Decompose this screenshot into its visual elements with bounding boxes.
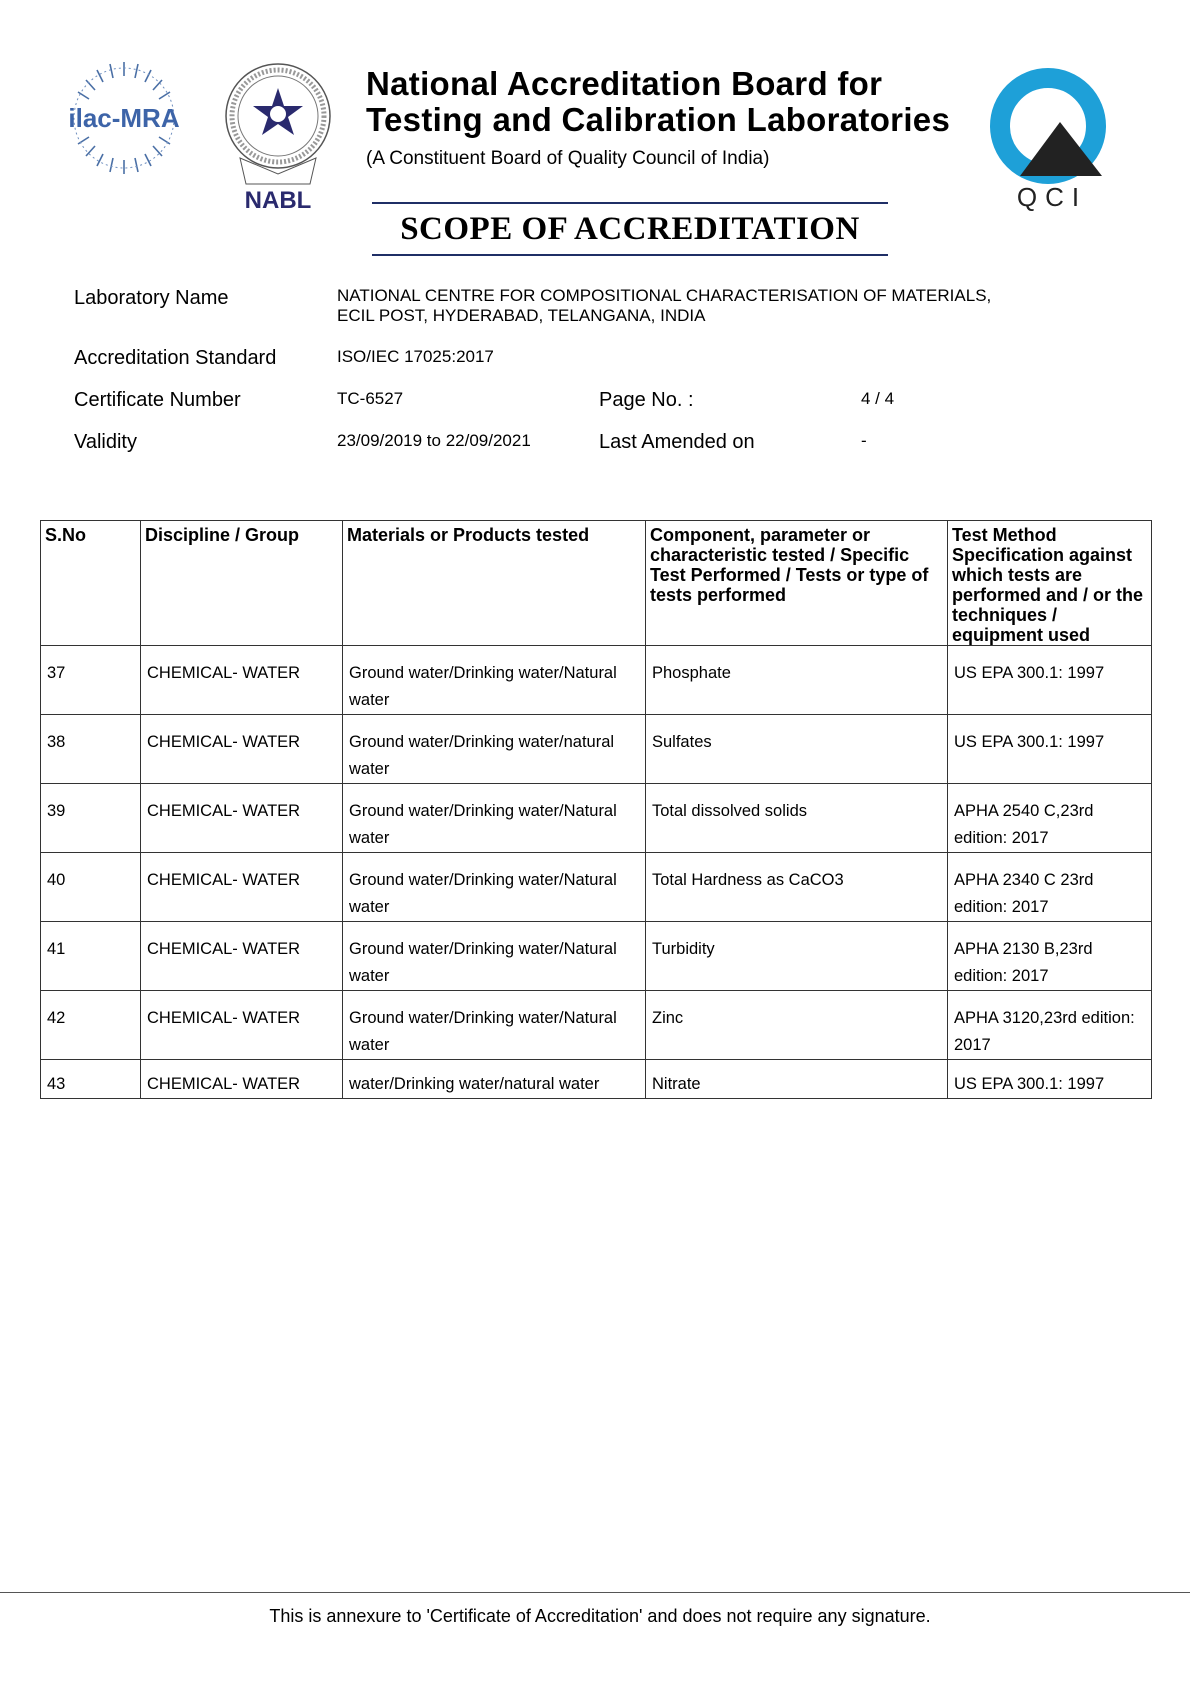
cell-component: Zinc [646, 991, 948, 1060]
scope-title-box [372, 202, 888, 256]
cell-test-method: APHA 2340 C 23rd edition: 2017 [948, 853, 1152, 922]
cell-materials: Ground water/Drinking water/Natural water [343, 853, 646, 922]
cell-sno: 43 [41, 1060, 141, 1099]
cell-sno: 37 [41, 646, 141, 715]
cell-discipline: CHEMICAL- WATER [141, 1060, 343, 1099]
scope-title: SCOPE OF ACCREDITATION [400, 211, 860, 247]
cell-sno: 42 [41, 991, 141, 1060]
lab-name-label: Laboratory Name [74, 287, 229, 309]
svg-text:ilac-MRA: ilac-MRA [68, 103, 180, 133]
ilac-mra-logo-icon [64, 58, 184, 178]
certificate-number-label: Certificate Number [74, 389, 241, 411]
table-row [41, 922, 1152, 991]
cell-discipline: CHEMICAL- WATER [141, 784, 343, 853]
cell-materials: Ground water/Drinking water/natural water [343, 715, 646, 784]
table-row [41, 715, 1152, 784]
cell-discipline: CHEMICAL- WATER [141, 646, 343, 715]
footer-note: This is annexure to 'Certificate of Accreditation' and does not require any signature. [269, 1606, 931, 1626]
standard-value: ISO/IEC 17025:2017 [337, 347, 494, 366]
cell-materials: Ground water/Drinking water/Natural water [343, 922, 646, 991]
cell-discipline: CHEMICAL- WATER [141, 853, 343, 922]
svg-text:QCI: QCI [1016, 182, 1088, 212]
page-number-label: Page No. : [599, 389, 694, 411]
footer-divider [0, 1592, 1190, 1593]
cell-sno: 40 [41, 853, 141, 922]
cell-test-method: APHA 2540 C,23rd edition: 2017 [948, 784, 1152, 853]
cell-test-method: US EPA 300.1: 1997 [948, 715, 1152, 784]
cell-test-method: APHA 2130 B,23rd edition: 2017 [948, 922, 1152, 991]
header-test-method: Test Method Specification against which tests are performed and / or the techniques / equipment used [948, 521, 1152, 646]
header-component: Component, parameter or characteristic tested / Specific Test Performed / Tests or type of tests performed [646, 521, 948, 646]
org-name-line1: National Accreditation Board for [366, 65, 883, 102]
cell-test-method: US EPA 300.1: 1997 [948, 1060, 1152, 1099]
certificate-number-value: TC-6527 [337, 389, 404, 408]
standard-label: Accreditation Standard [74, 347, 277, 369]
cell-materials: water/Drinking water/natural water [343, 1060, 646, 1099]
lab-name-value [337, 286, 991, 326]
last-amended-label: Last Amended on [599, 431, 755, 453]
header-sno: S.No [41, 521, 141, 646]
cell-materials: Ground water/Drinking water/Natural water [343, 646, 646, 715]
organization-subtitle: (A Constituent Board of Quality Council of India) [366, 148, 770, 169]
scope-table [40, 520, 1152, 1099]
table-row [41, 853, 1152, 922]
cell-component: Total Hardness as CaCO3 [646, 853, 948, 922]
cell-sno: 39 [41, 784, 141, 853]
header-materials: Materials or Products tested [343, 521, 646, 646]
svg-text:NABL: NABL [244, 187, 312, 214]
table-row [41, 784, 1152, 853]
table-row [41, 991, 1152, 1060]
lab-name-line1: NATIONAL CENTRE FOR COMPOSITIONAL CHARACTERISATION OF MATERIALS, [337, 286, 992, 305]
page-number-value: 4 / 4 [861, 389, 895, 408]
qci-logo-icon [990, 64, 1120, 214]
nabl-logo-icon [218, 58, 338, 218]
organization-name [366, 66, 950, 138]
cell-component: Turbidity [646, 922, 948, 991]
cell-component: Sulfates [646, 715, 948, 784]
cell-test-method: APHA 3120,23rd edition: 2017 [948, 991, 1152, 1060]
cell-component: Total dissolved solids [646, 784, 948, 853]
cell-discipline: CHEMICAL- WATER [141, 715, 343, 784]
cell-materials: Ground water/Drinking water/Natural water [343, 991, 646, 1060]
validity-label: Validity [74, 431, 137, 453]
last-amended-value: - [861, 431, 867, 450]
cell-test-method: US EPA 300.1: 1997 [948, 646, 1152, 715]
cell-materials: Ground water/Drinking water/Natural water [343, 784, 646, 853]
cell-component: Phosphate [646, 646, 948, 715]
table-header-row [41, 521, 1152, 646]
validity-value: 23/09/2019 to 22/09/2021 [337, 431, 531, 450]
cell-sno: 41 [41, 922, 141, 991]
cell-sno: 38 [41, 715, 141, 784]
org-name-line2: Testing and Calibration Laboratories [366, 101, 951, 138]
cell-discipline: CHEMICAL- WATER [141, 922, 343, 991]
lab-name-line2: ECIL POST, HYDERABAD, TELANGANA, INDIA [337, 306, 706, 325]
header-discipline: Discipline / Group [141, 521, 343, 646]
cell-component: Nitrate [646, 1060, 948, 1099]
table-row [41, 646, 1152, 715]
cell-discipline: CHEMICAL- WATER [141, 991, 343, 1060]
table-row [41, 1060, 1152, 1099]
